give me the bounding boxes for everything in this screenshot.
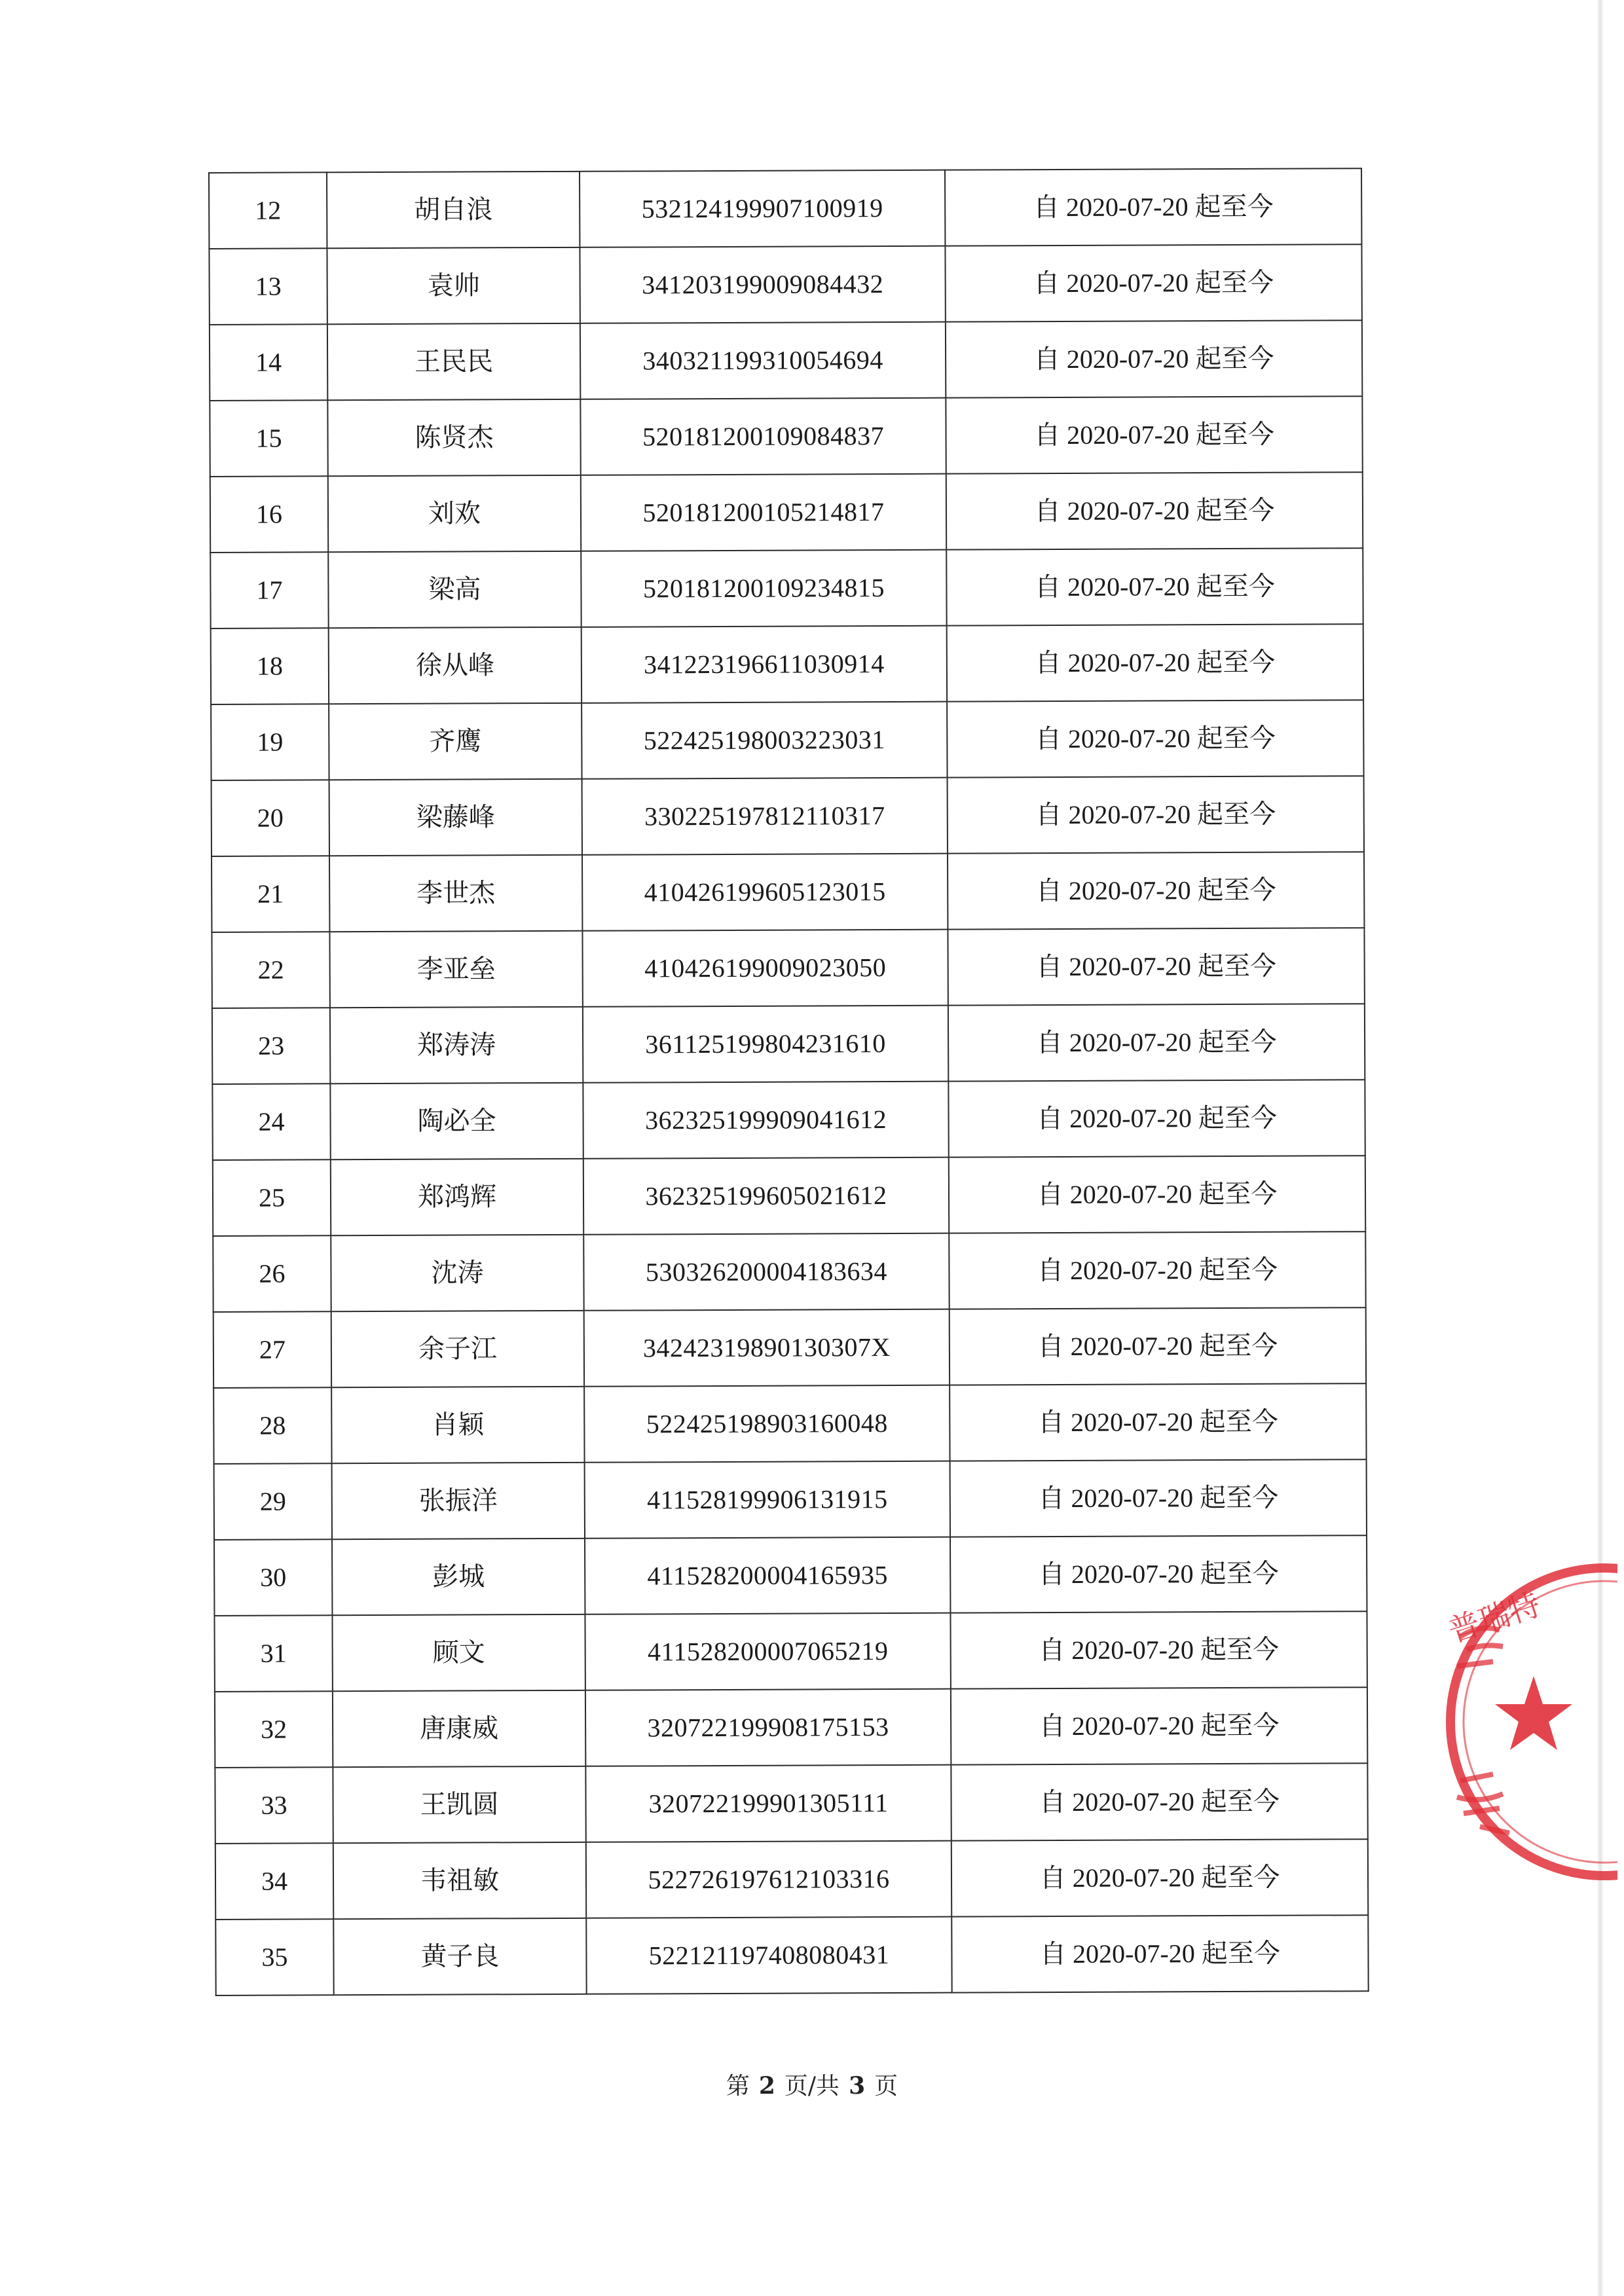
company-seal bbox=[1421, 1545, 1617, 1892]
id-number: 411528200007065219 bbox=[585, 1613, 950, 1690]
table-row bbox=[215, 1839, 1368, 1920]
id-number: 530326200004183634 bbox=[583, 1233, 949, 1311]
employment-period: 自 2020-07-20 起至今 bbox=[950, 1535, 1367, 1613]
person-name: 张振洋 bbox=[332, 1463, 585, 1539]
id-number: 522726197612103316 bbox=[586, 1841, 951, 1918]
employment-period: 自 2020-07-20 起至今 bbox=[950, 1307, 1366, 1385]
row-number: 26 bbox=[213, 1235, 331, 1312]
table-row bbox=[212, 1004, 1365, 1084]
person-name: 李世杰 bbox=[329, 855, 582, 932]
table-row bbox=[212, 1080, 1365, 1160]
person-name: 胡自浪 bbox=[327, 172, 580, 248]
person-name: 黄子良 bbox=[333, 1918, 586, 1995]
person-name: 刘欢 bbox=[328, 475, 581, 552]
employment-period: 自 2020-07-20 起至今 bbox=[947, 700, 1363, 777]
employment-period: 自 2020-07-20 起至今 bbox=[948, 1080, 1365, 1157]
footer-middle: 页/共 bbox=[784, 2073, 840, 2100]
employment-period: 自 2020-07-20 起至今 bbox=[946, 472, 1363, 549]
employment-period: 自 2020-07-20 起至今 bbox=[950, 1611, 1367, 1688]
row-number: 18 bbox=[211, 628, 329, 704]
employment-period: 自 2020-07-20 起至今 bbox=[948, 852, 1364, 929]
star-icon bbox=[1495, 1676, 1572, 1750]
table-row bbox=[213, 1231, 1365, 1312]
roster-table-body bbox=[209, 168, 1369, 1995]
employment-period: 自 2020-07-20 起至今 bbox=[945, 168, 1361, 246]
person-name: 陈贤杰 bbox=[327, 399, 580, 476]
table-row bbox=[210, 320, 1362, 401]
table-row bbox=[209, 168, 1361, 249]
table-row bbox=[214, 1535, 1367, 1616]
id-number: 520181200109234815 bbox=[581, 550, 946, 627]
person-name: 沈涛 bbox=[331, 1235, 583, 1311]
table-row bbox=[209, 244, 1361, 325]
footer-prefix: 第 bbox=[726, 2073, 750, 2100]
id-number: 362325199605021612 bbox=[583, 1157, 949, 1235]
person-name: 王凯圆 bbox=[333, 1766, 585, 1843]
person-name: 韦祖敏 bbox=[333, 1842, 586, 1919]
employment-period: 自 2020-07-20 起至今 bbox=[951, 1839, 1368, 1916]
table-row bbox=[215, 1687, 1367, 1768]
id-number: 362325199909041612 bbox=[583, 1082, 948, 1159]
id-number: 520181200109084837 bbox=[580, 398, 946, 475]
person-name: 王民民 bbox=[327, 323, 580, 400]
table-row bbox=[214, 1611, 1367, 1692]
id-number: 522121197408080431 bbox=[586, 1917, 951, 1994]
row-number: 21 bbox=[212, 856, 329, 932]
employment-period: 自 2020-07-20 起至今 bbox=[951, 1763, 1367, 1840]
id-number: 410426199009023050 bbox=[582, 930, 948, 1007]
row-number: 28 bbox=[213, 1387, 331, 1464]
row-number: 23 bbox=[212, 1008, 330, 1084]
row-number: 15 bbox=[210, 400, 327, 477]
scan-edge bbox=[1598, 0, 1603, 2296]
person-name: 齐鹰 bbox=[329, 703, 581, 780]
employment-period: 自 2020-07-20 起至今 bbox=[949, 1156, 1365, 1233]
page-footer bbox=[0, 2068, 1624, 2101]
row-number: 12 bbox=[209, 172, 327, 249]
id-number: 411528199906131915 bbox=[585, 1461, 950, 1539]
table-row bbox=[211, 700, 1363, 780]
employment-period: 自 2020-07-20 起至今 bbox=[947, 624, 1363, 701]
person-name: 郑鸿辉 bbox=[331, 1159, 583, 1235]
table-row bbox=[213, 1156, 1365, 1236]
seal-text: 普瑞特 bbox=[1443, 1586, 1545, 1650]
table-row bbox=[211, 624, 1363, 704]
table-row bbox=[210, 548, 1363, 629]
person-name: 袁帅 bbox=[327, 247, 580, 324]
id-number: 330225197812110317 bbox=[582, 778, 948, 855]
row-number: 34 bbox=[215, 1843, 333, 1920]
row-number: 35 bbox=[215, 1919, 333, 1995]
person-name: 肖颖 bbox=[331, 1387, 584, 1463]
table-row bbox=[213, 1307, 1366, 1388]
id-number: 361125199804231610 bbox=[583, 1006, 948, 1083]
table-row bbox=[212, 852, 1364, 932]
employment-period: 自 2020-07-20 起至今 bbox=[951, 1687, 1367, 1764]
row-number: 29 bbox=[214, 1463, 332, 1540]
id-number: 34242319890130307X bbox=[584, 1309, 950, 1387]
footer-suffix: 页 bbox=[874, 2073, 898, 2100]
table-row bbox=[215, 1915, 1368, 1995]
person-name: 顾文 bbox=[332, 1614, 585, 1691]
id-number: 532124199907100919 bbox=[580, 170, 945, 247]
employment-period: 自 2020-07-20 起至今 bbox=[951, 1915, 1368, 1992]
total-page-count: 3 bbox=[849, 2072, 866, 2100]
id-number: 410426199605123015 bbox=[582, 854, 948, 931]
table-row bbox=[213, 1383, 1366, 1464]
id-number: 522425198903160048 bbox=[584, 1385, 950, 1463]
seal-graphic bbox=[1421, 1545, 1617, 1892]
employment-period: 自 2020-07-20 起至今 bbox=[948, 928, 1364, 1005]
id-number: 320722199908175153 bbox=[585, 1689, 951, 1766]
row-number: 24 bbox=[212, 1084, 330, 1160]
id-number: 341203199009084432 bbox=[580, 246, 945, 323]
employment-period: 自 2020-07-20 起至今 bbox=[950, 1459, 1367, 1537]
row-number: 33 bbox=[215, 1767, 333, 1844]
employment-period: 自 2020-07-20 起至今 bbox=[946, 548, 1363, 625]
id-number: 522425198003223031 bbox=[581, 702, 947, 779]
table-row bbox=[210, 396, 1362, 477]
row-number: 30 bbox=[214, 1539, 332, 1616]
employment-period: 自 2020-07-20 起至今 bbox=[945, 244, 1361, 321]
person-name: 彭城 bbox=[332, 1539, 585, 1615]
row-number: 14 bbox=[210, 324, 327, 401]
row-number: 13 bbox=[209, 248, 327, 325]
person-name: 徐从峰 bbox=[329, 627, 581, 704]
row-number: 32 bbox=[215, 1691, 333, 1768]
employment-period: 自 2020-07-20 起至今 bbox=[949, 1231, 1365, 1309]
roster-table bbox=[208, 168, 1369, 1996]
id-number: 341223196611030914 bbox=[581, 626, 947, 703]
row-number: 20 bbox=[212, 780, 329, 856]
current-page-number: 2 bbox=[758, 2072, 775, 2100]
employment-period: 自 2020-07-20 起至今 bbox=[950, 1383, 1366, 1461]
person-name: 唐康威 bbox=[333, 1690, 585, 1767]
row-number: 25 bbox=[213, 1159, 331, 1236]
table-row bbox=[212, 776, 1364, 856]
employment-period: 自 2020-07-20 起至今 bbox=[946, 396, 1362, 473]
person-name: 郑涛涛 bbox=[330, 1007, 583, 1084]
row-number: 17 bbox=[210, 552, 328, 629]
row-number: 16 bbox=[210, 476, 328, 553]
id-number: 411528200004165935 bbox=[585, 1537, 950, 1614]
row-number: 31 bbox=[214, 1615, 332, 1692]
table-row bbox=[210, 472, 1363, 553]
row-number: 22 bbox=[212, 932, 329, 1008]
person-name: 余子江 bbox=[331, 1311, 584, 1387]
employment-period: 自 2020-07-20 起至今 bbox=[948, 1004, 1365, 1081]
table-row bbox=[214, 1459, 1367, 1540]
id-number: 340321199310054694 bbox=[580, 322, 946, 399]
person-name: 陶必全 bbox=[330, 1083, 583, 1159]
id-number: 320722199901305111 bbox=[585, 1765, 951, 1842]
table-row bbox=[215, 1763, 1367, 1844]
row-number: 27 bbox=[213, 1311, 331, 1388]
employment-period: 自 2020-07-20 起至今 bbox=[946, 320, 1362, 397]
person-name: 李亚垒 bbox=[329, 931, 582, 1008]
id-number: 520181200105214817 bbox=[581, 474, 946, 551]
person-name: 梁藤峰 bbox=[329, 779, 582, 856]
employment-period: 自 2020-07-20 起至今 bbox=[948, 776, 1364, 853]
person-name: 梁高 bbox=[328, 551, 581, 628]
row-number: 19 bbox=[211, 704, 329, 780]
table-row bbox=[212, 928, 1364, 1008]
